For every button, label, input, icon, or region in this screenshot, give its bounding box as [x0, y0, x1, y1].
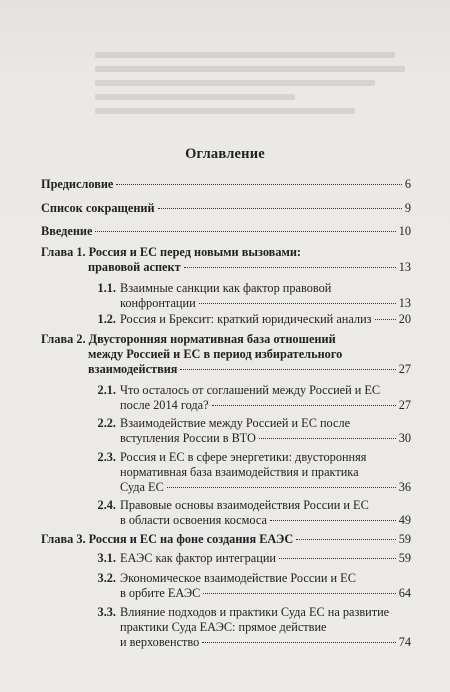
dot-leader: [116, 184, 401, 185]
toc-entry-3-2[interactable]: [89, 571, 411, 601]
entry-title: Предисловие: [41, 177, 114, 191]
entry-title-line: Экономическое взаимодействие России и ЕС: [120, 571, 356, 585]
dot-leader: [259, 438, 396, 439]
section-number: 3.3.: [97, 605, 116, 619]
page-number: 10: [398, 224, 411, 238]
entry-title-line: конфронтации: [120, 296, 196, 310]
toc-entry-1-1[interactable]: [89, 281, 411, 311]
dot-leader: [95, 231, 395, 232]
toc-entry-chapter-2[interactable]: [41, 332, 411, 377]
toc-entry[interactable]: [41, 201, 411, 216]
entry-title-line: Взаимодействие между Россией и ЕС после: [120, 416, 351, 430]
entry-title-line: Глава 2. Двусторонняя нормативная база отношений: [41, 332, 336, 346]
entry-title-line: в области освоения космоса: [120, 513, 267, 527]
section-number: 2.3.: [97, 450, 116, 464]
entry-title-line: правовой аспект: [88, 260, 181, 274]
entry-title-line: практики Суда ЕАЭС: прямое действие: [120, 620, 327, 634]
entry-title-line: вступления России в ВТО: [120, 431, 256, 445]
bleed-through-text: [0, 44, 450, 124]
page-number: 20: [398, 312, 411, 326]
toc-entry-2-1[interactable]: [89, 383, 411, 413]
entry-title-line: Глава 1. Россия и ЕС перед новыми вызовами:: [41, 245, 302, 259]
page-number: 30: [398, 431, 411, 445]
toc-entry-chapter-1[interactable]: [41, 245, 411, 275]
section-number: 1.2.: [97, 312, 116, 326]
entry-title-line: Влияние подходов и практики Суда ЕС на развитие: [120, 605, 390, 619]
section-number: 1.1.: [97, 281, 116, 295]
section-number: 3.1.: [97, 551, 116, 565]
dot-leader: [158, 208, 402, 209]
dot-leader: [296, 539, 395, 540]
toc-title: Оглавление: [185, 146, 265, 162]
toc-entry-3-3[interactable]: [89, 605, 411, 650]
entry-title: Введение: [41, 224, 93, 238]
entry-title-line: Суда ЕС: [120, 480, 164, 494]
dot-leader: [270, 520, 396, 521]
entry-title-line: после 2014 года?: [120, 398, 209, 412]
dot-leader: [199, 303, 396, 304]
section-number: 3.2.: [97, 571, 116, 585]
page-number: 6: [404, 177, 411, 191]
page-number: 59: [398, 532, 411, 546]
toc-entry[interactable]: [41, 224, 411, 239]
toc-entry[interactable]: [41, 177, 411, 192]
section-number: 2.2.: [97, 416, 116, 430]
page-number: 13: [398, 296, 411, 310]
dot-leader: [180, 369, 395, 370]
toc-entry-1-2[interactable]: [89, 312, 411, 327]
toc-entry-2-2[interactable]: [89, 416, 411, 446]
toc-entry-chapter-3[interactable]: [41, 532, 411, 547]
dot-leader: [167, 487, 396, 488]
entry-title-line: нормативная база взаимодействия и практика: [120, 465, 359, 479]
dot-leader: [212, 405, 396, 406]
page-number: 27: [398, 398, 411, 412]
entry-title-line: Что осталось от соглашений между Россией и ЕС: [120, 383, 381, 397]
page-number: 59: [398, 551, 411, 565]
page-number: 27: [398, 362, 411, 376]
page-number: 74: [398, 635, 411, 649]
entry-title-line: взаимодействия: [88, 362, 178, 376]
toc-entry-3-1[interactable]: [89, 551, 411, 566]
entry-title: Россия и Брексит: краткий юридический анализ: [120, 312, 372, 326]
toc-entry-2-4[interactable]: [89, 498, 411, 528]
entry-title-line: Россия и ЕС в сфере энергетики: двусторонняя: [120, 450, 367, 464]
entry-title: ЕАЭС как фактор интеграции: [120, 551, 276, 565]
entry-title-line: и верховенство: [120, 635, 200, 649]
page-number: 49: [398, 513, 411, 527]
entry-title: Список сокращений: [41, 201, 155, 215]
entry-title-line: между Россией и ЕС в период избирательного: [88, 347, 343, 361]
dot-leader: [184, 267, 396, 268]
dot-leader: [375, 319, 396, 320]
section-number: 2.4.: [97, 498, 116, 512]
entry-title-line: Взаимные санкции как фактор правовой: [120, 281, 332, 295]
page-number: 36: [398, 480, 411, 494]
dot-leader: [203, 593, 395, 594]
entry-title: Глава 3. Россия и ЕС на фоне создания ЕАЭС: [41, 532, 294, 546]
page-number: 64: [398, 586, 411, 600]
entry-title-line: в орбите ЕАЭС: [120, 586, 201, 600]
toc-entry-2-3[interactable]: [89, 450, 411, 495]
dot-leader: [279, 558, 396, 559]
page-number: 9: [404, 201, 411, 215]
dot-leader: [202, 642, 395, 643]
page-number: 13: [398, 260, 411, 274]
section-number: 2.1.: [97, 383, 116, 397]
entry-title-line: Правовые основы взаимодействия России и ЕС: [120, 498, 369, 512]
